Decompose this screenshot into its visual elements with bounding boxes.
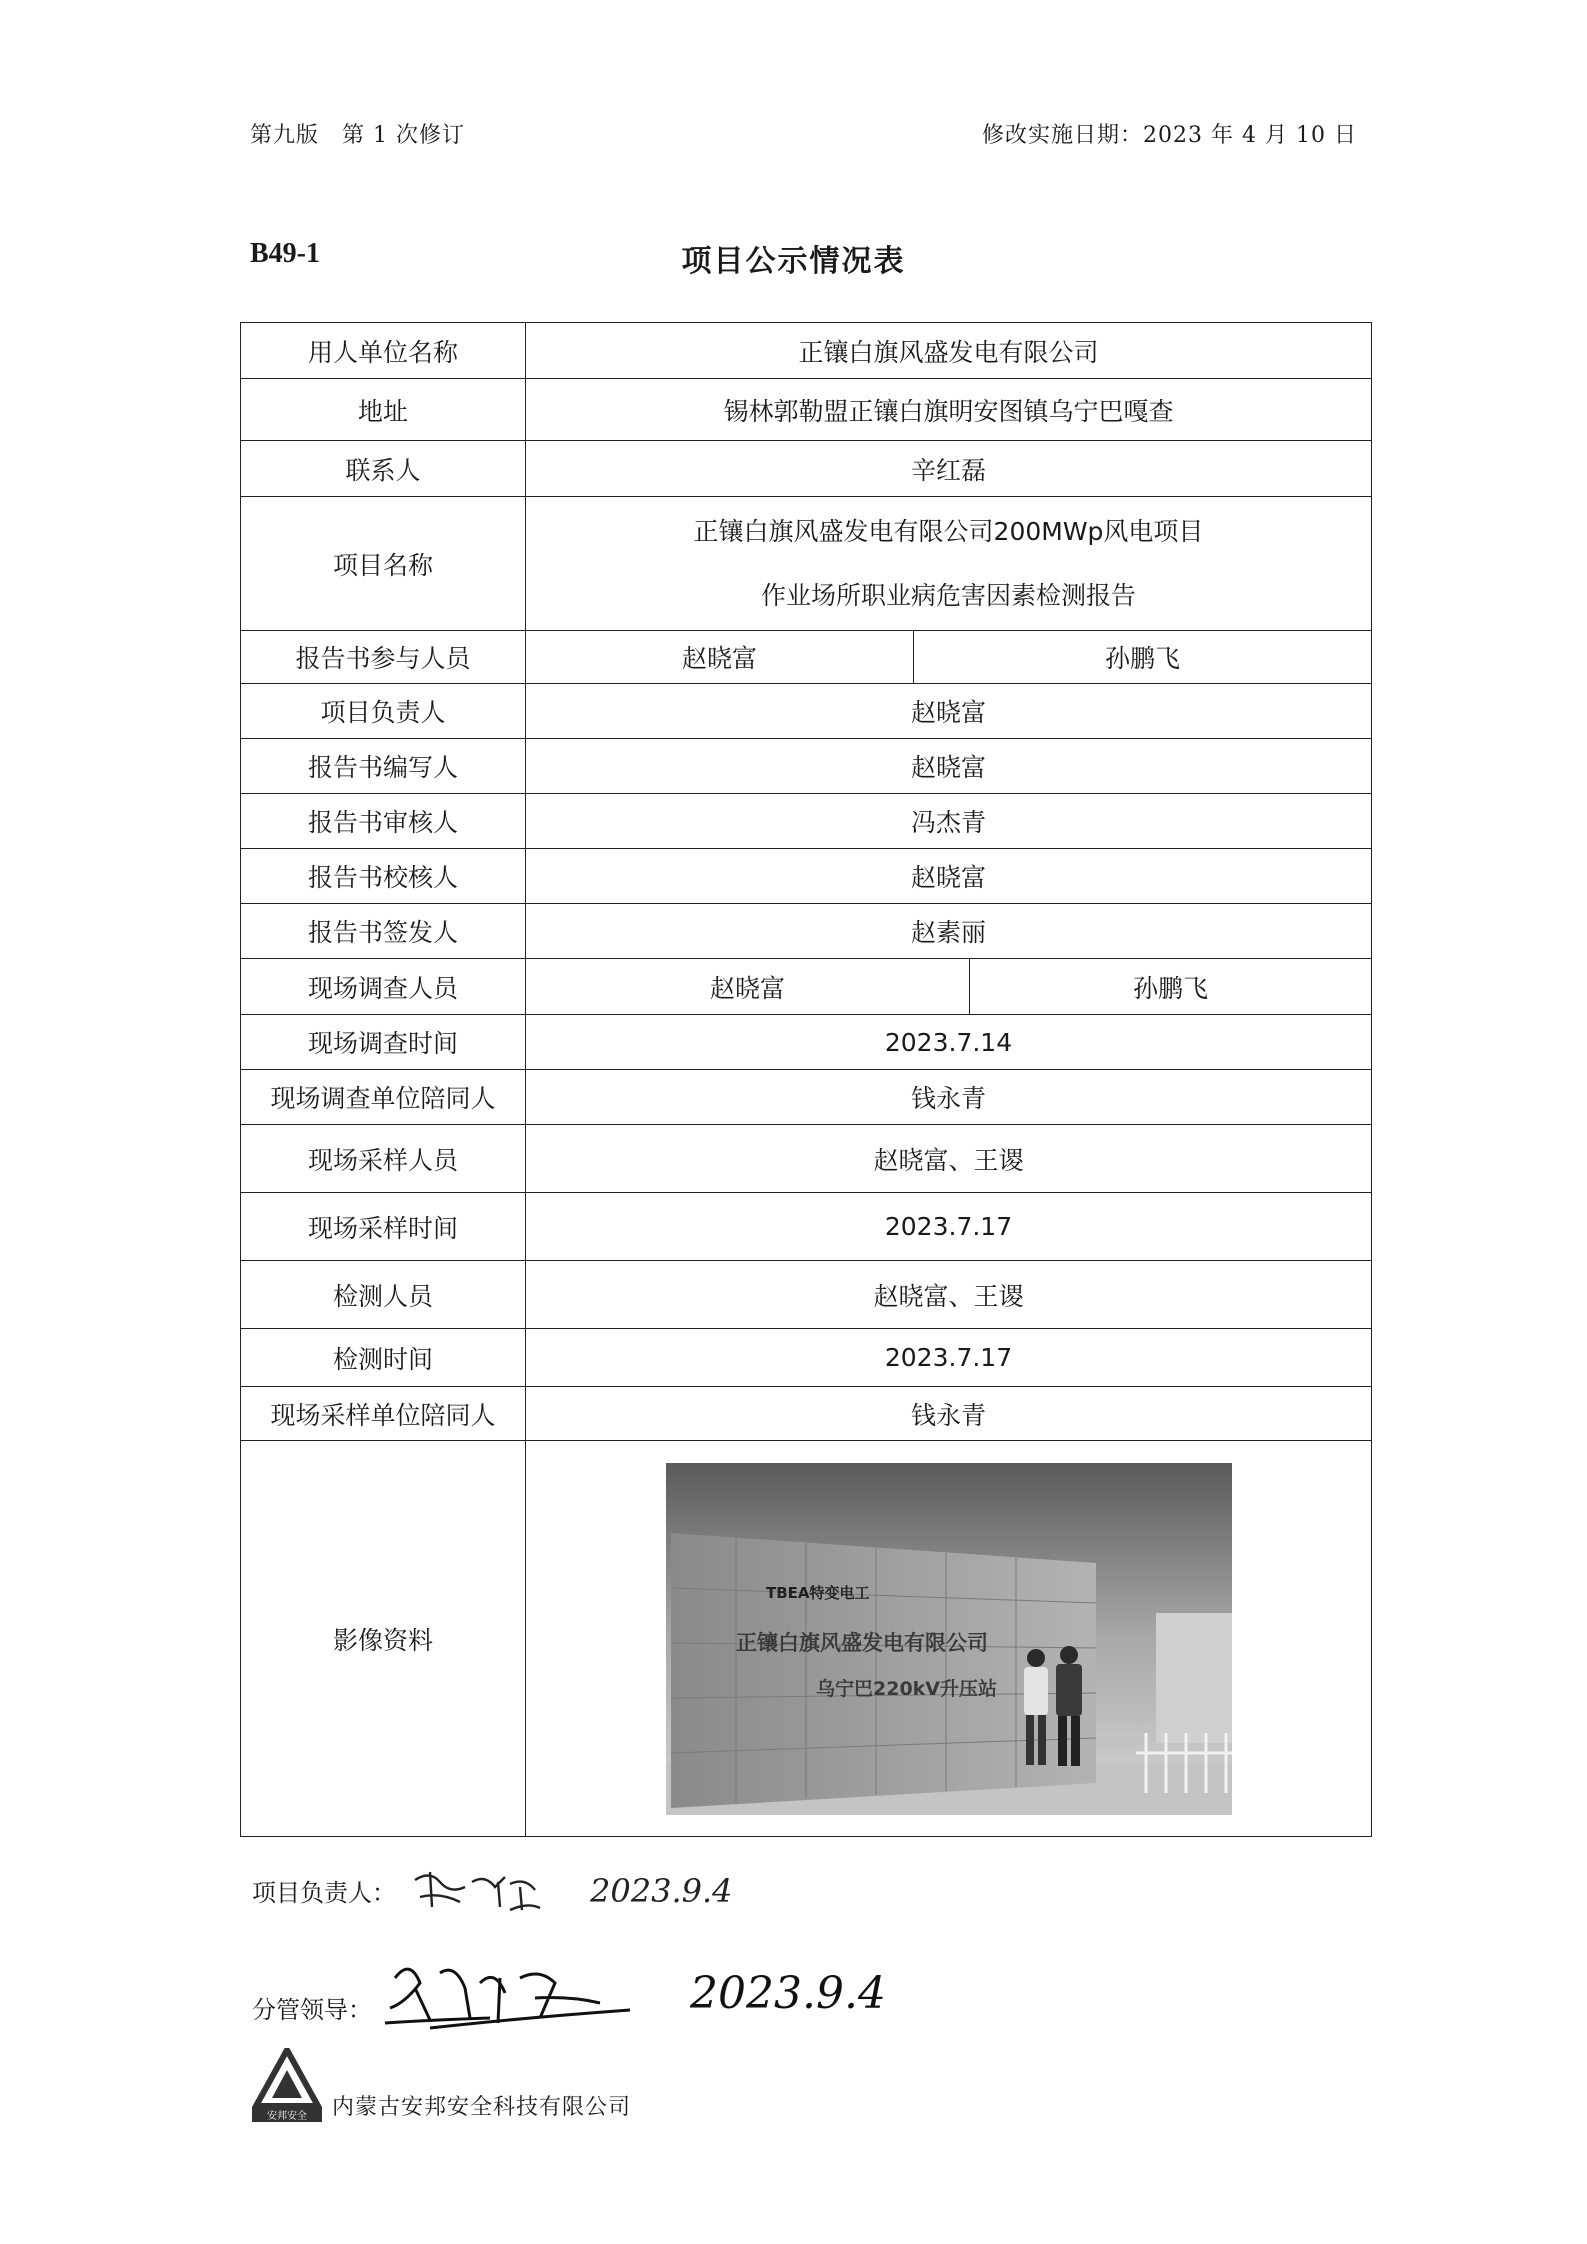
table-row xyxy=(241,631,1372,684)
project-lead-date: 2023.9.4 xyxy=(590,1872,733,1910)
sign-line-3: 乌宁巴220kV升压站 xyxy=(815,1677,997,1700)
row-value: 2023.7.14 xyxy=(526,1015,1372,1070)
project-name-line2: 作业场所职业病危害因素检测报告 xyxy=(760,580,1136,610)
edition-text: 第九版 第 1 次修订 xyxy=(250,123,465,148)
project-name-line1: 正镶白旗风盛发电有限公司200MWp风电项目 xyxy=(693,516,1204,546)
row-label: 地址 xyxy=(241,379,526,441)
row-label: 现场采样人员 xyxy=(241,1125,526,1193)
row-value: 赵晓富 xyxy=(526,849,1372,904)
surveyor-1: 赵晓富 xyxy=(526,959,970,1014)
table-row xyxy=(241,904,1372,959)
project-lead-signature xyxy=(410,1862,790,1918)
row-label: 报告书签发人 xyxy=(241,904,526,959)
sign-line-2: 正镶白旗风盛发电有限公司 xyxy=(735,1630,988,1655)
row-value: 赵晓富 xyxy=(526,739,1372,794)
row-label: 报告书编写人 xyxy=(241,739,526,794)
sign-line-1: TBEA特变电工 xyxy=(765,1583,870,1602)
row-value: 2023.7.17 xyxy=(526,1193,1372,1261)
row-value: 锡林郭勒盟正镶白旗明安图镇乌宁巴嘎查 xyxy=(526,379,1372,441)
page-title: 项目公示情况表 xyxy=(681,244,906,279)
table-row xyxy=(241,1329,1372,1387)
leader-sign-label: 分管领导： xyxy=(252,1996,372,2024)
logo-text: 安邦安全 xyxy=(267,2111,307,2122)
table-row xyxy=(241,1261,1372,1329)
row-label: 项目负责人 xyxy=(241,684,526,739)
row-value: 正镶白旗风盛发电有限公司 xyxy=(526,323,1372,379)
company-name: 内蒙古安邦安全科技有限公司 xyxy=(332,2095,632,2120)
row-label: 报告书参与人员 xyxy=(241,631,526,684)
form-code: B49-1 xyxy=(250,238,320,269)
table-row xyxy=(241,1441,1372,1837)
row-label: 影像资料 xyxy=(241,1441,526,1837)
table-row xyxy=(241,441,1372,497)
row-label: 用人单位名称 xyxy=(241,323,526,379)
row-value: 赵晓富、王谡 xyxy=(526,1125,1372,1193)
table-row xyxy=(241,1015,1372,1070)
project-name-cell xyxy=(526,497,1372,631)
project-info-table xyxy=(240,322,1372,1837)
participant-1: 赵晓富 xyxy=(526,631,914,683)
table-row xyxy=(241,323,1372,379)
participant-2: 孙鹏飞 xyxy=(1104,644,1180,673)
row-label: 检测时间 xyxy=(241,1329,526,1387)
row-value: 钱永青 xyxy=(526,1387,1372,1441)
row-value: 冯杰青 xyxy=(526,794,1372,849)
row-label: 现场调查人员 xyxy=(241,959,526,1015)
row-label: 现场采样单位陪同人 xyxy=(241,1387,526,1441)
table-row xyxy=(241,497,1372,631)
surveyor-2: 孙鹏飞 xyxy=(1132,973,1208,1003)
project-lead-sign-label: 项目负责人： xyxy=(252,1879,396,1907)
row-label: 现场调查单位陪同人 xyxy=(241,1070,526,1125)
row-value: 赵晓富 xyxy=(526,684,1372,739)
table-row xyxy=(241,684,1372,739)
table-row xyxy=(241,1193,1372,1261)
split-cell xyxy=(526,959,1372,1015)
table-row xyxy=(241,739,1372,794)
table-row xyxy=(241,1387,1372,1441)
row-label: 报告书校核人 xyxy=(241,849,526,904)
leader-date: 2023.9.4 xyxy=(690,1968,886,2019)
row-label: 报告书审核人 xyxy=(241,794,526,849)
row-label: 项目名称 xyxy=(241,497,526,631)
leader-signature xyxy=(370,1948,930,2048)
row-value: 2023.7.17 xyxy=(526,1329,1372,1387)
row-label: 检测人员 xyxy=(241,1261,526,1329)
row-value: 辛红磊 xyxy=(526,441,1372,497)
row-value: 赵素丽 xyxy=(526,904,1372,959)
row-value: 赵晓富、王谡 xyxy=(526,1261,1372,1329)
building xyxy=(1156,1613,1232,1743)
split-cell xyxy=(526,631,1372,684)
effective-date: 修改实施日期：2023 年 4 月 10 日 xyxy=(982,123,1357,148)
row-label: 现场采样时间 xyxy=(241,1193,526,1261)
table-row xyxy=(241,1070,1372,1125)
image-cell xyxy=(526,1441,1372,1837)
company-logo xyxy=(252,2048,322,2124)
table-row xyxy=(241,849,1372,904)
table-row xyxy=(241,959,1372,1015)
row-value: 钱永青 xyxy=(526,1070,1372,1125)
row-label: 现场调查时间 xyxy=(241,1015,526,1070)
row-label: 联系人 xyxy=(241,441,526,497)
table-row xyxy=(241,1125,1372,1193)
table-row xyxy=(241,379,1372,441)
table-row xyxy=(241,794,1372,849)
site-photo xyxy=(666,1463,1232,1815)
